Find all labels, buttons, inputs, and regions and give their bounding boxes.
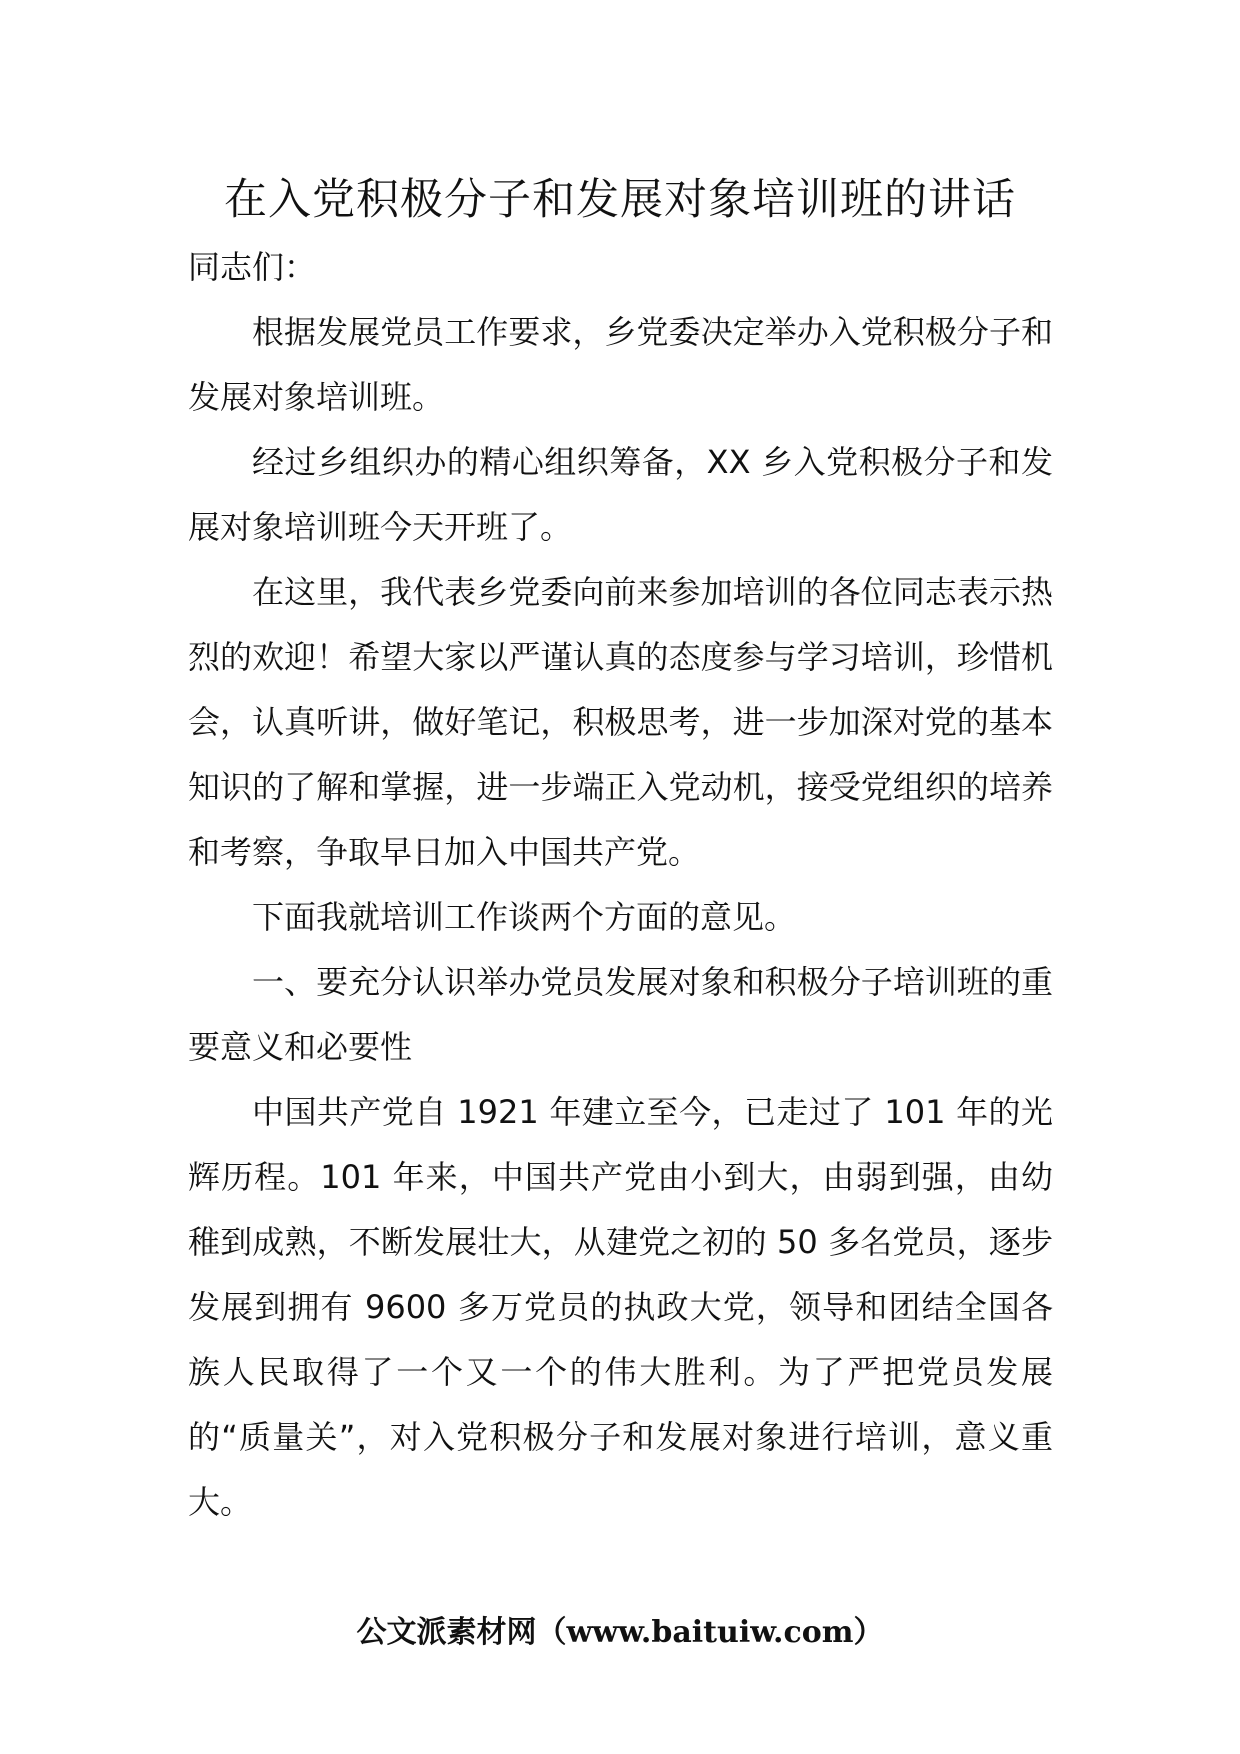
paragraph: 中国共产党自 1921 年建立至今，已走过了 101 年的光辉历程。101 年来，中国共产党由小到大，由弱到强，由幼稚到成熟，不断发展壮大，从建党之初的 50 多名党员，逐步发展到拥有 9600 多万党员的执政大党，领导和团结全国各族人民取得了一个又一个的伟大胜利。为了严把党员发展的“质量关”，对入党积极分子和发展对象进行培训，意义重大。 — [188, 1093, 1053, 1521]
document-body — [188, 235, 1053, 1535]
section-heading: 一、要充分认识举办党员发展对象和积极分子培训班的重要意义和必要性 — [188, 963, 1053, 1066]
paragraph: 在这里，我代表乡党委向前来参加培训的各位同志表示热烈的欢迎！希望大家以严谨认真的态度参与学习培训，珍惜机会，认真听讲，做好笔记，积极思考，进一步加深对党的基本知识的了解和掌握，进一步端正入党动机，接受党组织的培养和考察，争取早日加入中国共产党。 — [188, 573, 1053, 871]
paragraph: 根据发展党员工作要求，乡党委决定举办入党积极分子和发展对象培训班。 — [188, 313, 1053, 416]
document-title: 在入党积极分子和发展对象培训班的讲话 — [224, 175, 1016, 225]
paragraph: 经过乡组织办的精心组织筹备，XX 乡入党积极分子和发展对象培训班今天开班了。 — [188, 443, 1053, 546]
salutation: 同志们： — [188, 248, 317, 286]
footer-source: 公文派素材网（www.baituiw.com） — [356, 1615, 884, 1650]
paragraph: 下面我就培训工作谈两个方面的意见。 — [252, 898, 797, 936]
